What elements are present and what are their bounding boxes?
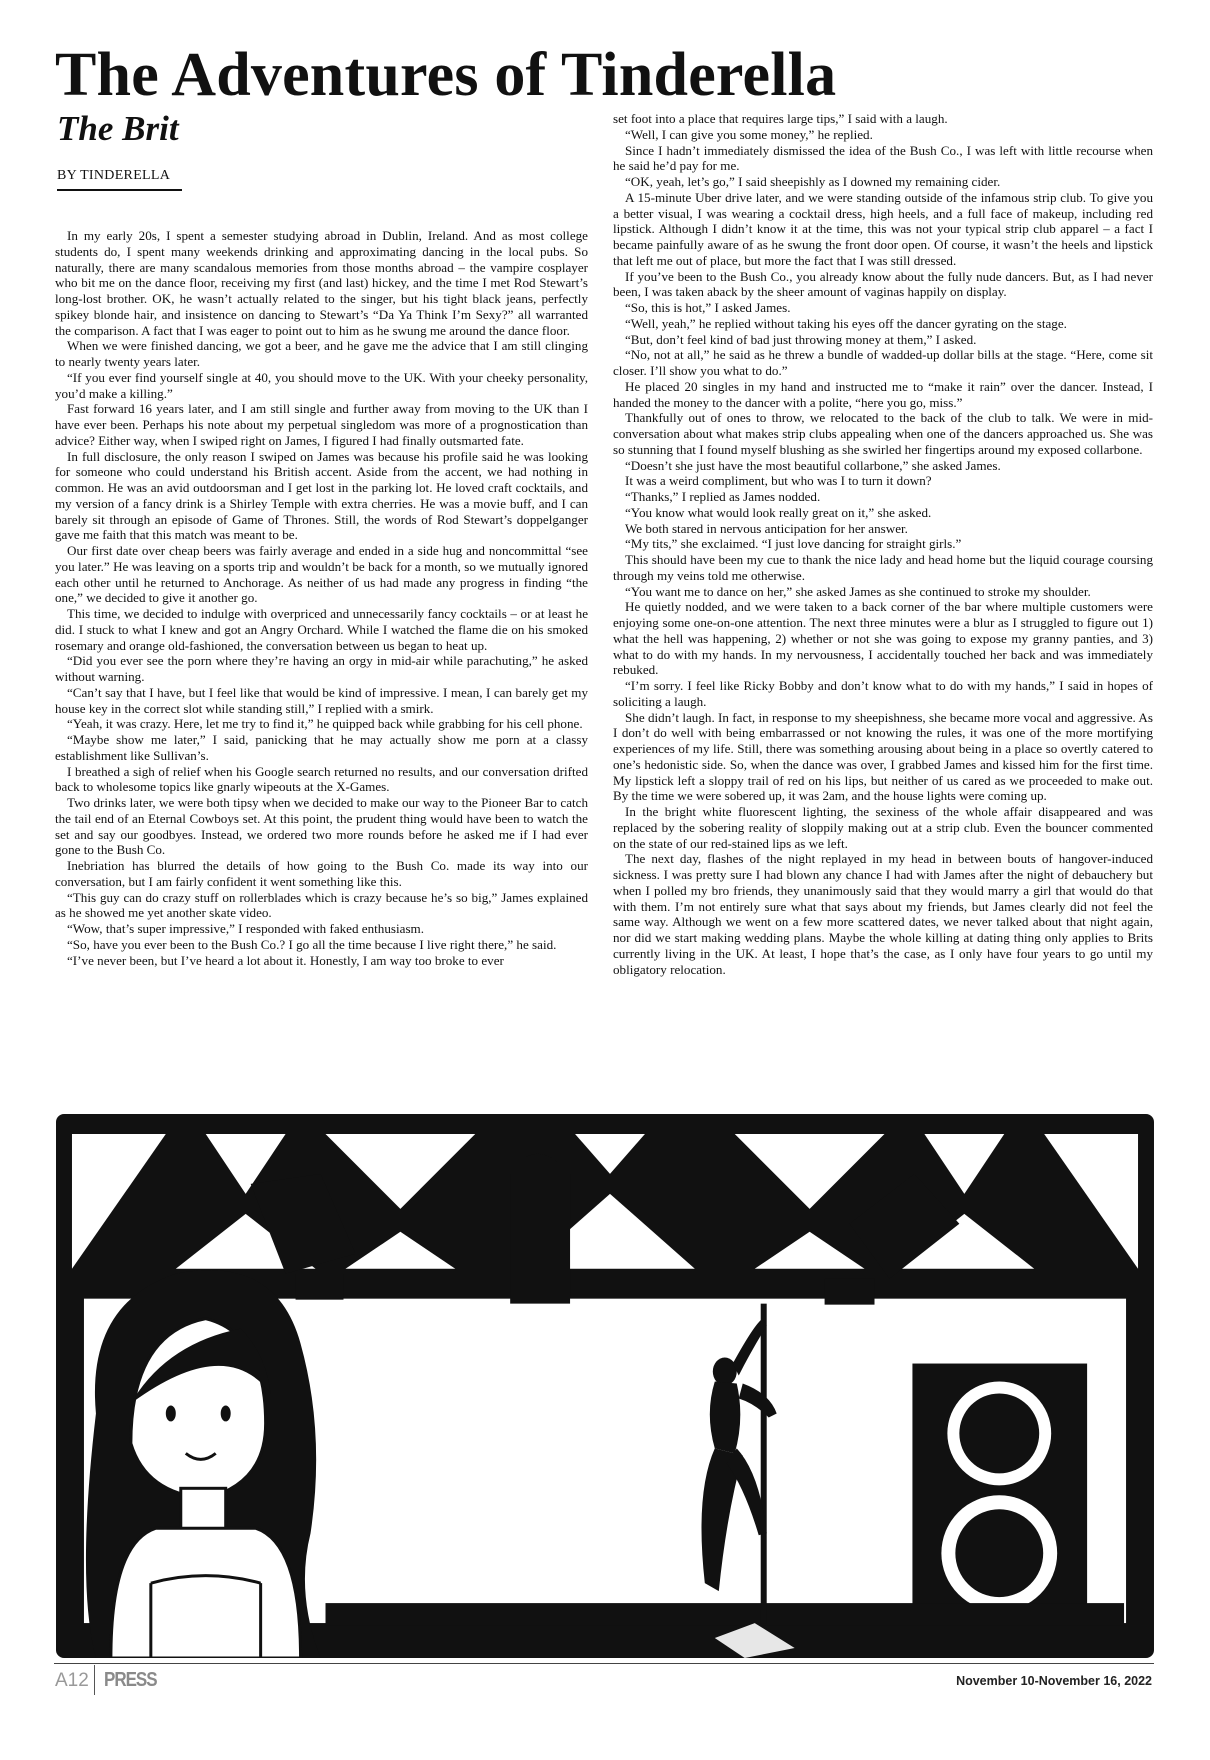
paragraph: The next day, flashes of the night replayed in my head in between bouts of hangover-induced sickness. I was pretty sure I had blown any chance I had with James after the night of debauchery but when I polled my bro friends, they unanimously said that they would marry a girl that would do that with them. I’m not entirely sure what that says about my friends, but James clearly did not feel the same way. Although we went on a few more scattered dates, we never talked about that night again, nor did we start making wedding plans. Maybe the whole killing at dating thing only applies to Brits currently living in the UK. At least, I hope that’s the case, as I only have four years to go until my obligatory relocation.: [613, 851, 1153, 977]
paragraph: “I’ve never been, but I’ve heard a lot about it. Honestly, I am way too broke to ever: [67, 952, 504, 968]
byline: BY TINDERELLA: [57, 167, 182, 191]
paragraph: Thankfully out of ones to throw, we relocated to the back of the club to talk. We were in mid-conversation about what makes strip clubs appealing when one of the dancers approached us. She was so stunning that I found myself blushing as she swirled her fingertips around my exposed collarbone.: [613, 410, 1153, 457]
paragraph: In full disclosure, the only reason I swiped on James was because his profile said he was looking for someone who could understand his British accent. Aside from the accent, we had nothing in common. He was an avid outdoorsman and I get lost in the parking lot. He loved craft cocktails, and my version of a fancy drink is a Shirley Temple with extra cherries. He was a movie buff, and I can barely sit through an episode of Game of Thrones. Still, the words of Rod Stewart’s doppelganger gave me faith that this match was meant to be.: [55, 448, 588, 543]
paragraph: “So, this is hot,” I asked James.: [625, 300, 791, 315]
paragraph: It was a weird compliment, but who was I to turn it down?: [625, 473, 932, 489]
article-subtitle: The Brit: [57, 109, 179, 148]
paragraph: “Can’t say that I have, but I feel like that would be kind of impressive. I mean, I can barely get my house key in the correct slot while standing still,” I replied with a smirk.: [55, 684, 588, 716]
paragraph: This should have been my cue to thank the nice lady and head home but the liquid courage coursing through my veins told me otherwise.: [613, 552, 1153, 583]
paragraph: A 15-minute Uber drive later, and we were standing outside of the infamous strip club. To give you a better visual, I was wearing a cocktail dress, high heels, and a full face of makeup, including red lipstick. Although I didn’t know it at the time, this was not your typical strip club apparel – a fact I became painfully aware of as he swung the front door open. Of course, it wasn’t the heels and lipstick that left me out of place, but more the fact that I was still dressed.: [613, 189, 1153, 268]
paragraph: “Did you ever see the porn where they’re having an orgy in mid-air while parachuting,” he asked without warning.: [55, 653, 588, 684]
paragraph: “Well, I can give you some money,” he replied.: [625, 126, 873, 142]
paragraph: I breathed a sigh of relief when his Google search returned no results, and our conversation drifted back to wholesome topics like gnarly wipeouts at the X-Games.: [55, 763, 588, 795]
paragraph: In the bright white fluorescent lighting, the sexiness of the whole affair disappeared and was replaced by the sobering reality of sloppily making out at a strip club. Even the bouncer commented on the state of our red-stained lips as we left.: [613, 804, 1153, 851]
dance-pole: [761, 1304, 767, 1623]
woman-illustration: [86, 1270, 321, 1658]
paragraph: “Thanks,” I replied as James nodded.: [625, 489, 821, 504]
paragraph: We both stared in nervous anticipation for her answer.: [625, 520, 908, 536]
paragraph: “OK, yeah, let’s go,” I said sheepishly as I downed my remaining cider.: [625, 174, 1001, 189]
paragraph: “No, not at all,” he said as he threw a bundle of wadded-up dollar bills at the stage. “Here, come sit closer. I’ll show you what to do.”: [613, 347, 1153, 378]
paragraph: “My tits,” she exclaimed. “I just love dancing for straight girls.”: [625, 536, 962, 552]
footer-divider: [94, 1665, 95, 1695]
stage-light-center-icon: [510, 1154, 570, 1304]
footer-rule: [54, 1663, 1154, 1664]
issue-date: November 10-November 16, 2022: [956, 1674, 1152, 1688]
paragraph: “If you ever find yourself single at 40, you should move to the UK. With your cheeky personality, you’d make a killing.”: [55, 369, 588, 401]
paragraph: “But, don’t feel kind of bad just throwing money at them,” I asked.: [625, 331, 977, 347]
article-title: The Adventures of Tinderella: [55, 41, 837, 109]
paragraph: If you’ve been to the Bush Co., you already know about the fully nude dancers. But, as I had never been, I was taken aback by the sheer amount of vaginas happily on display.: [613, 268, 1153, 300]
paragraph: “This guy can do crazy stuff on rollerblades which is crazy because he’s so big,” James explained as he showed me yet another skate video.: [55, 889, 588, 921]
article-right-column: [613, 111, 1153, 977]
paragraph: “I’m sorry. I feel like Ricky Bobby and don’t know what to do with my hands,” I said in hopes of soliciting a laugh.: [613, 678, 1153, 709]
paragraph: Inebriation has blurred the details of how going to the Bush Co. made its way into our conversation, but I am fairly confident it went something like this.: [55, 858, 588, 889]
paragraph: “Wow, that’s super impressive,” I responded with faked enthusiasm.: [67, 921, 424, 936]
stage-floor: [326, 1603, 1125, 1625]
article-left-column: [55, 228, 588, 968]
paragraph: “Doesn’t she just have the most beautiful collarbone,” she asked James.: [625, 457, 1001, 473]
paragraph: set foot into a place that requires large tips,” I said with a laugh.: [613, 111, 948, 126]
strip-club-illustration: [54, 1114, 1156, 1658]
paragraph: “You know what would look really great on it,” she asked.: [625, 504, 932, 520]
paragraph: She didn’t laugh. In fact, in response to my sheepishness, she became more vocal and aggressive. As I don’t do well with being embarrassed or not knowing the rules, it was one of the more mortifying experiences of my life. Still, there was something arousing about being in a place so overtly catered to one’s hedonistic side. So, when the dance was over, I grabbed James and kissed him for the first time. My lipstick left a sloppy trail of red on his lips, but neither of us cared as we proceeded to make out. By the time we were sobered up, it was 2am, and the house lights were coming up.: [613, 709, 1153, 804]
paragraph: When we were finished dancing, we got a beer, and he gave me the advice that I am still clinging to nearly twenty years later.: [55, 338, 588, 369]
paragraph: Our first date over cheap beers was fairly average and ended in a side hug and noncommittal “see you later.” He was leaving on a sports trip and wouldn’t be back for a month, so we mutually ignored each other until he returned to Anchorage. As neither of us had made any progress in finding “the one,” we decided to give it another go.: [55, 543, 588, 606]
paragraph: “Maybe show me later,” I said, panicking that he may actually show me porn at a classy establishment like Sullivan’s.: [55, 732, 588, 763]
paragraph: “You want me to dance on her,” she asked James as she continued to stroke my shoulder.: [625, 583, 1091, 599]
paragraph: He quietly nodded, and we were taken to a back corner of the bar where multiple customers were enjoying some one-on-one attention. The next three minutes were a blur as I struggled to figure out 1) what the hell was happening, 2) whether or not she was going to expose my granny panties, and 3) what to do with my hands. In my nervousness, I accidentally touched her back and was immediately rebuked.: [613, 599, 1153, 678]
paragraph: Fast forward 16 years later, and I am still single and further away from moving to the UK than I have ever been. Perhaps his note about my perpetual singledom was more of a prognostication than advice? Either way, when I swiped right on James, I figured I had finally outsmarted fate.: [55, 401, 588, 448]
press-logo: PRESS: [104, 1669, 157, 1691]
paragraph: Two drinks later, we were both tipsy when we decided to make our way to the Pioneer Bar to catch the tail end of an Eternal Cowboys set. At this point, the prudent thing would have been to watch the set and say our goodbyes. Instead, we ordered two more rounds before he asked me if I had ever gone to the Bush Co.: [55, 795, 588, 858]
speaker-icon: [912, 1364, 1087, 1624]
paragraph: In my early 20s, I spent a semester studying abroad in Dublin, Ireland. And as most college students do, I spent many weekends drinking and approximating dancing in the local pubs. So naturally, there are many scandalous memories from those months abroad – the vampire cosplayer who bit me on the dance floor, receiving my first (and last) hickey, and the time I met Rod Stewart’s long-lost brother. OK, he wasn’t actually related to the singer, but his tight black jeans, perfectly spikey blonde hair, and insistence on dancing to Stewart’s “Da Ya Think I’m Sexy?” all warranted the comparison. A fact that I was eager to point out to him as he swung me around the dance floor.: [55, 228, 588, 338]
paragraph: “Yeah, it was crazy. Here, let me try to find it,” he quipped back while grabbing for his cell phone.: [67, 716, 583, 732]
paragraph: He placed 20 singles in my hand and instructed me to “make it rain” over the dancer. Instead, I handed the money to the dancer with a polite, “here you go, miss.”: [613, 378, 1153, 410]
paragraph: This time, we decided to indulge with overpriced and unnecessarily fancy cocktails – or at least he did. I stuck to what I knew and got an Angry Orchard. While I watched the flame die on his smoked rosemary and orange old-fashioned, the conversation between us began to heat up.: [55, 606, 588, 653]
paragraph: “So, have you ever been to the Bush Co.? I go all the time because I live right there,” he said.: [67, 936, 557, 952]
paragraph: “Well, yeah,” he replied without taking his eyes off the dancer gyrating on the stage.: [625, 315, 1067, 331]
paragraph: Since I hadn’t immediately dismissed the idea of the Bush Co., I was left with little recourse when he said he’d pay for me.: [613, 142, 1153, 174]
page-number: A12: [55, 1670, 89, 1691]
